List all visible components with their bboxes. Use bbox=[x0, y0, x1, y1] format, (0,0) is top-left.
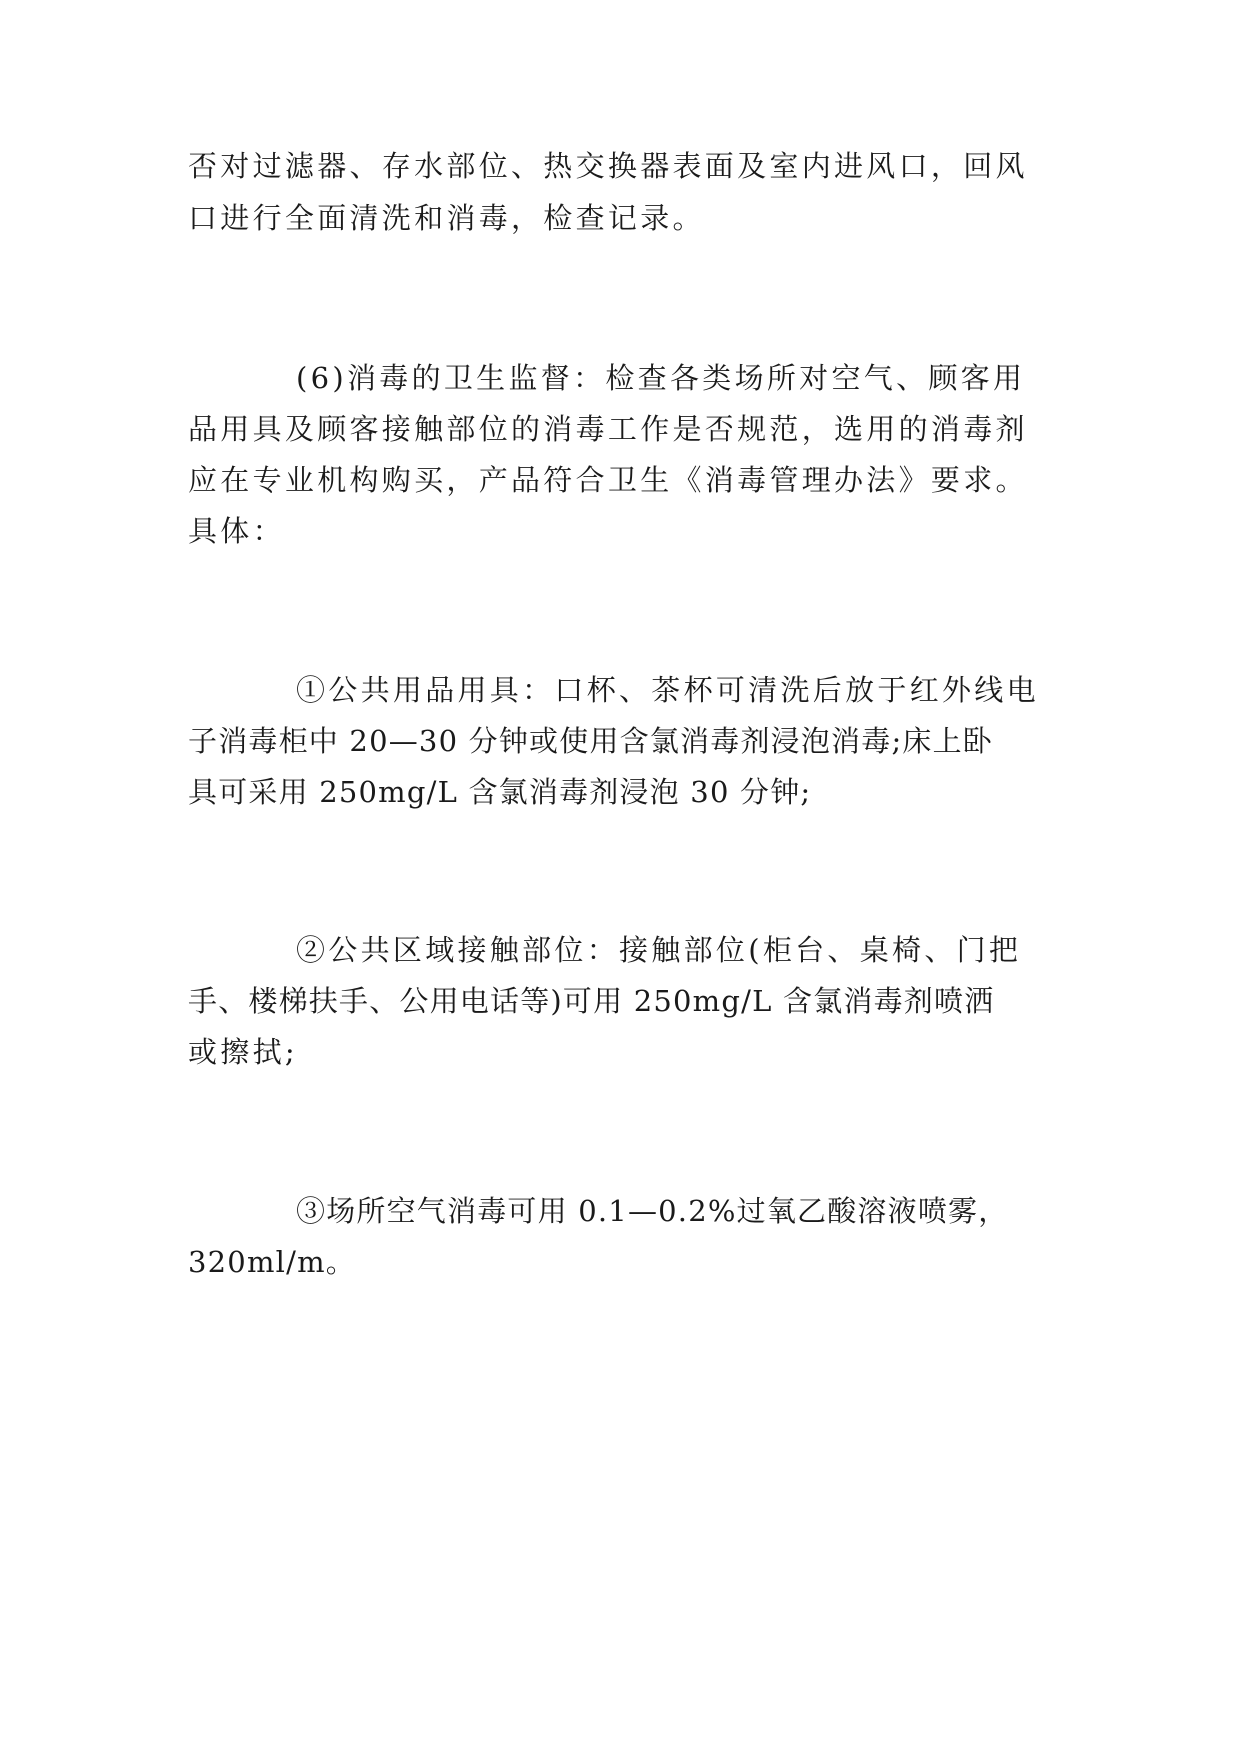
text-line: 320ml/m。 bbox=[188, 1245, 356, 1279]
text-line: 口进行全面清洗和消毒，检查记录。 bbox=[188, 201, 705, 235]
text-line: 或擦拭; bbox=[188, 1035, 298, 1069]
text-line: ①公共用品用具：口杯、茶杯可清洗后放于红外线电 bbox=[296, 673, 1039, 707]
text-line: 品用具及顾客接触部位的消毒工作是否规范，选用的消毒剂 bbox=[188, 412, 1028, 446]
text-line: 否对过滤器、存水部位、热交换器表面及室内进风口，回风 bbox=[188, 149, 1028, 183]
text-line: ②公共区域接触部位：接触部位(柜台、桌椅、门把 bbox=[296, 933, 1022, 967]
text-line: ③场所空气消毒可用 0.1—0.2%过氧乙酸溶液喷雾， bbox=[296, 1194, 1009, 1228]
text-line: 子消毒柜中 20—30 分钟或使用含氯消毒剂浸泡消毒;床上卧 bbox=[188, 724, 994, 758]
text-line: 手、楼梯扶手、公用电话等)可用 250mg/L 含氯消毒剂喷洒 bbox=[188, 984, 995, 1018]
text-line: 具体： bbox=[188, 514, 285, 548]
text-line: 具可采用 250mg/L 含氯消毒剂浸泡 30 分钟; bbox=[188, 775, 812, 809]
text-line: 应在专业机构购买，产品符合卫生《消毒管理办法》要求。 bbox=[188, 463, 1028, 497]
text-line: (6)消毒的卫生监督：检查各类场所对空气、顾客用 bbox=[296, 361, 1026, 395]
